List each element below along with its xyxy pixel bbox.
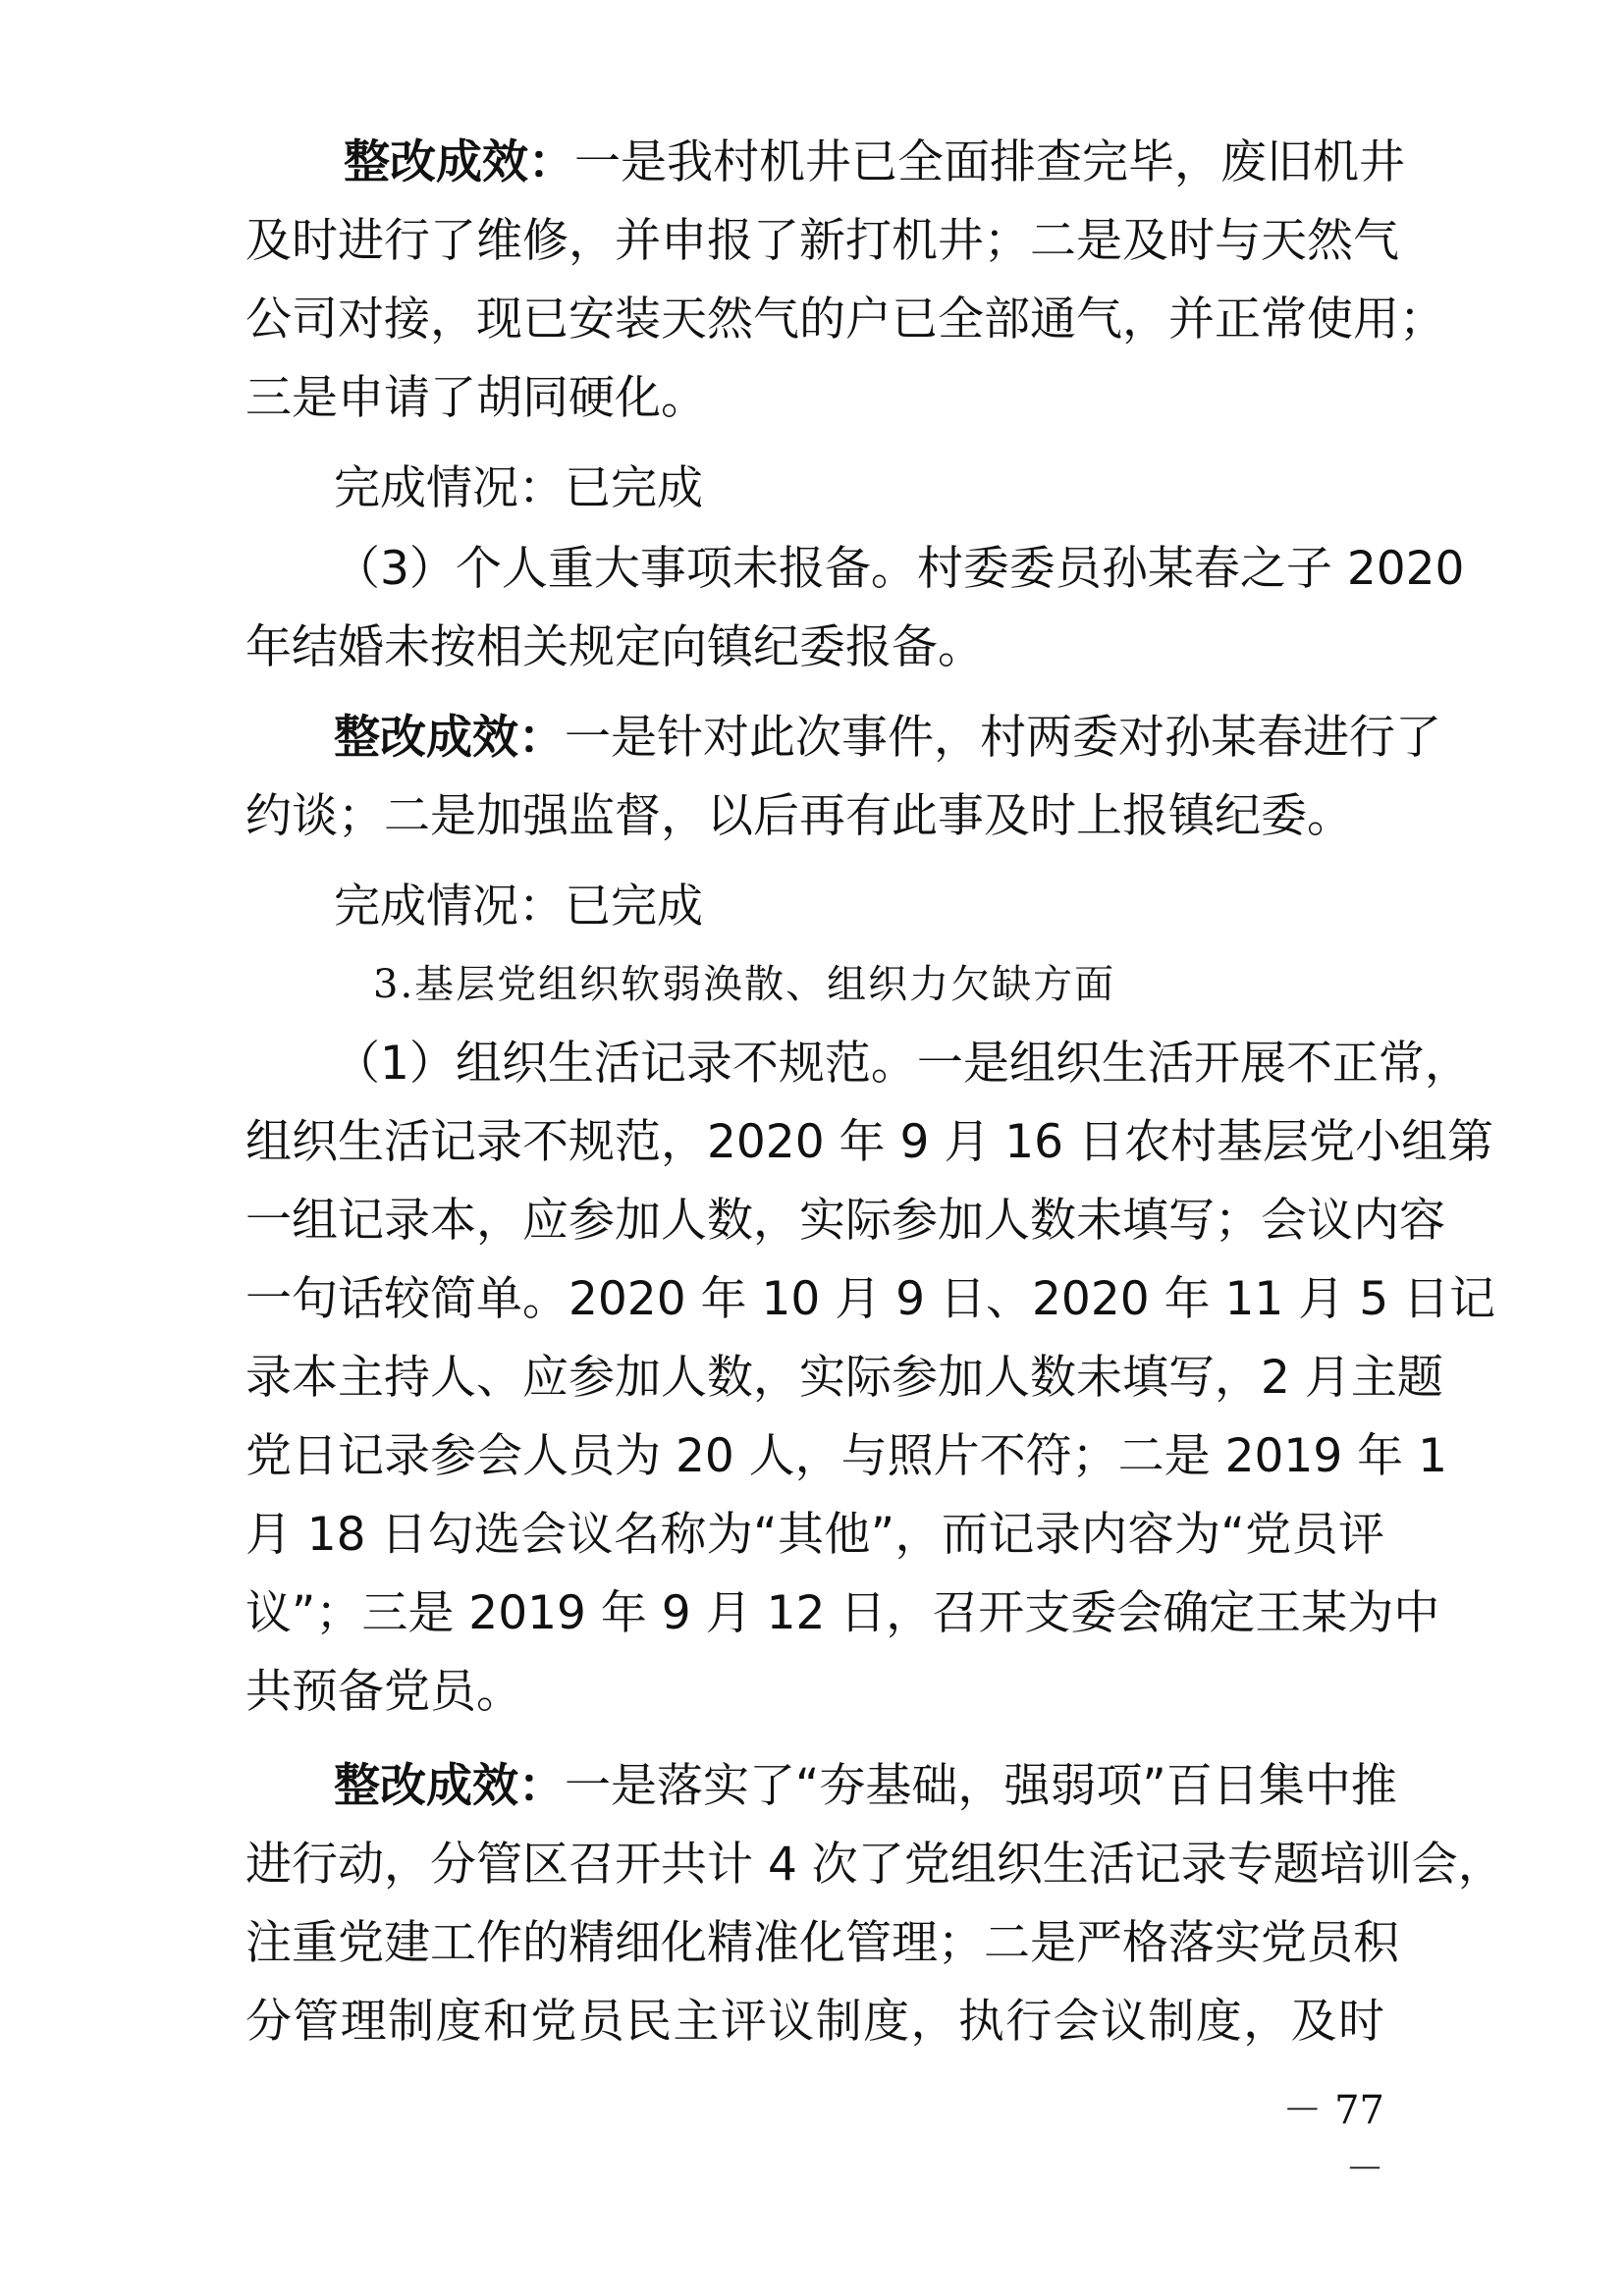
page-number: － 77 － xyxy=(1282,2088,1384,2192)
label-rectification-result: 整改成效： xyxy=(334,1759,565,1813)
text-line: （1）组织生活记录不规范。一是组织生活开展不正常， xyxy=(334,1037,1471,1091)
text-line: 党日记录参会人员为 20 人，与照片不符；二是 2019 年 1 xyxy=(245,1429,1448,1483)
text-line: 进行动，分管区召开共计 4 次了党组织生活记录专题培训会， xyxy=(245,1838,1504,1892)
text-line: （3）个人重大事项未报备。村委委员孙某春之子 2020 xyxy=(334,542,1465,596)
section-heading: 3.基层党组织软弱涣散、组织力欠缺方面 xyxy=(373,962,1116,1007)
text-line: 约谈；二是加强监督，以后再有此事及时上报镇纪委。 xyxy=(245,789,1353,843)
text-line: 及时进行了维修，并申报了新打机井；二是及时与天然气 xyxy=(245,214,1399,268)
text-line: 年结婚未按相关规定向镇纪委报备。 xyxy=(245,620,984,674)
text-line: 公司对接，现已安装天然气的户已全部通气，并正常使用； xyxy=(245,293,1445,347)
text-line: 整改成效：一是针对此次事件，村两委对孙某春进行了 xyxy=(334,711,1441,765)
text-line: 议”；三是 2019 年 9 月 12 日，召开支委会确定王某为中 xyxy=(245,1586,1440,1640)
label-rectification-result: 整改成效： xyxy=(334,711,565,765)
label-rectification-result: 整改成效： xyxy=(344,135,574,189)
text-line: 三是申请了胡同硬化。 xyxy=(245,371,707,425)
text-line: 整改成效：一是我村机井已全面排查完毕，废旧机井 xyxy=(344,135,1405,189)
text-line: 共预备党员。 xyxy=(245,1665,522,1719)
text-line: 录本主持人、应参加人数，实际参加人数未填写，2 月主题 xyxy=(245,1351,1443,1405)
text-line: 注重党建工作的精细化精准化管理；二是严格落实党员积 xyxy=(245,1916,1399,1970)
text-line: 分管理制度和党员民主评议制度，执行会议制度，及时 xyxy=(245,1995,1384,2049)
completion-status: 完成情况：已完成 xyxy=(334,880,703,934)
text-line: 组织生活记录不规范，2020 年 9 月 16 日农村基层党小组第 xyxy=(245,1115,1494,1169)
text-line: 整改成效：一是落实了“夯基础，强弱项”百日集中推 xyxy=(334,1759,1397,1813)
text-line: 一组记录本，应参加人数，实际参加人数未填写；会议内容 xyxy=(245,1194,1445,1248)
text-line: 一句话较简单。2020 年 10 月 9 日、2020 年 11 月 5 日记 xyxy=(245,1272,1496,1326)
completion-status: 完成情况：已完成 xyxy=(334,461,703,515)
text-line: 月 18 日勾选会议名称为“其他”，而记录内容为“党员评 xyxy=(245,1508,1384,1562)
